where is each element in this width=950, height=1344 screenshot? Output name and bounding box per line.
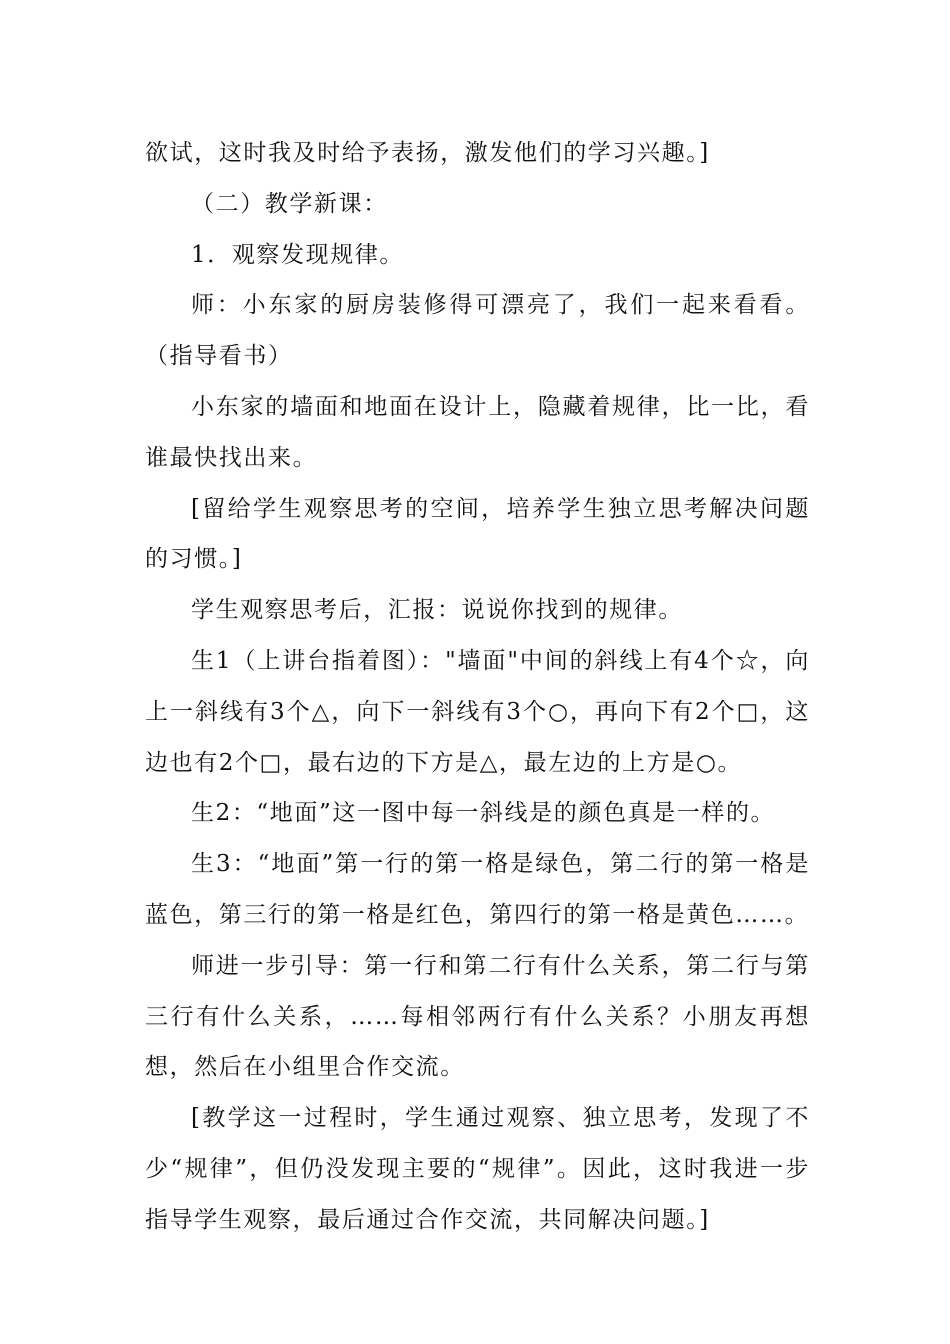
subsection-heading: 1．观察发现规律。 [191,241,405,268]
paragraph: 师进一步引导：第一行和第二行有什么关系，第二行与第三行有什么关系，……每相邻两行有什么关系？小朋友再想想，然后在小组里合作交流。 [145,952,810,1081]
section-heading: （二）教学新课： [191,190,388,217]
paragraph: 小东家的墙面和地面在设计上，隐藏着规律，比一比，看谁最快找出来。 [145,393,810,471]
paragraph-continuation: 欲试，这时我及时给予表扬，激发他们的学习兴趣。] [145,140,710,166]
paragraph: 生2：“地面”这一图中每一斜线是的颜色真是一样的。 [191,800,776,827]
paragraph: 生3：“地面”第一行的第一格是绿色，第二行的第一格是蓝色，第三行的第一格是红色，第四行的第一格是黄色……。 [145,851,810,928]
teaching-note: [留给学生观察思考的空间，培养学生独立思考解决问题的习惯。] [145,495,810,573]
paragraph: 师：小东家的厨房装修得可漂亮了，我们一起来看看。（指导看书） [145,292,810,370]
document-body [145,128,810,1246]
paragraph: 学生观察思考后，汇报：说说你找到的规律。 [191,597,683,624]
paragraph: 生1（上讲台指着图）："墙面"中间的斜线上有4个☆，向上一斜线有3个△，向下一斜线有3个○，再向下有2个□，这边也有2个□，最右边的下方是△，最左边的上方是○。 [145,647,810,776]
teaching-note: [教学这一过程时，学生通过观察、独立思考，发现了不少“规律”，但仍没发现主要的“规律”。因此，这时我进一步指导学生观察，最后通过合作交流，共同解决问题。] [145,1105,810,1233]
